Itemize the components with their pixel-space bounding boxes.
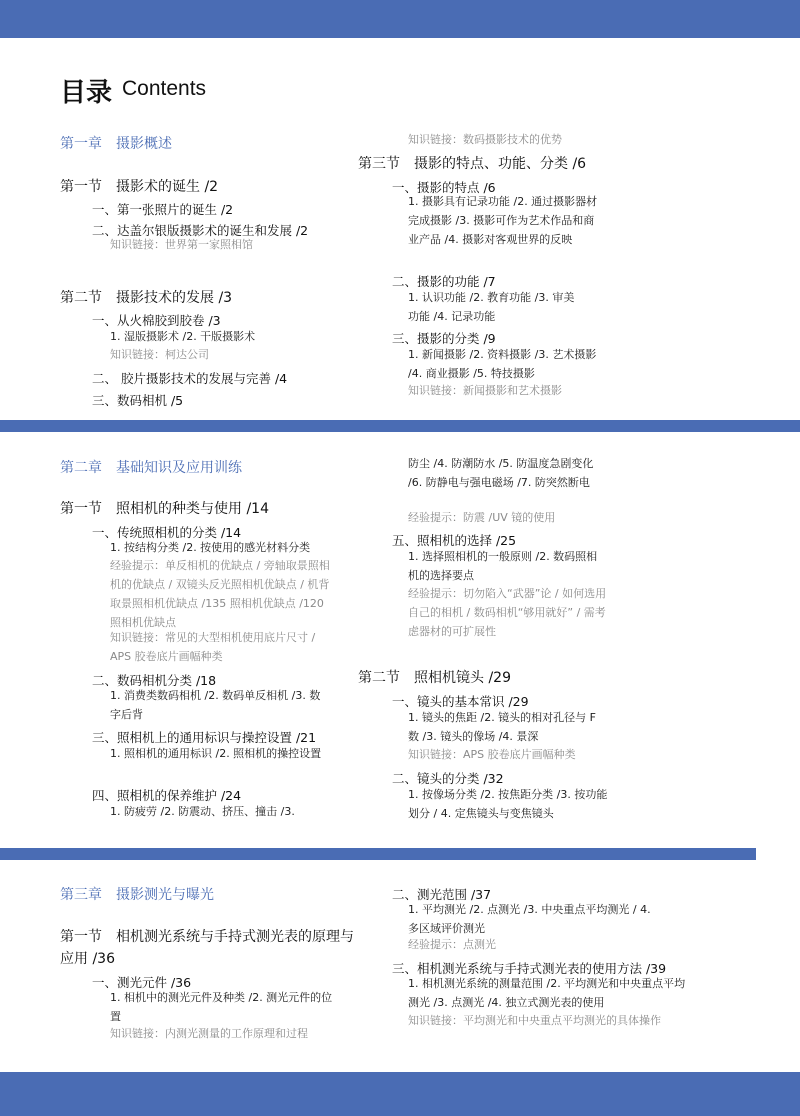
section-title: 第一节 照相机的种类与使用 /14 bbox=[60, 501, 269, 517]
subsection: 三、照相机上的通用标识与操控设置 /21 bbox=[92, 730, 317, 745]
experience-tip: 经验提示：切勿陷入“武器”论 / 如何选用自己的相机 / 数码相机“够用就好” / 需考虑器材的可扩展性 bbox=[408, 587, 607, 638]
subsection: 一、测光元件 /36 bbox=[92, 975, 192, 990]
bottom-bar bbox=[0, 1072, 800, 1116]
item-line: 1. 消费类数码相机 /2. 数码单反相机 /3. 数字后背 bbox=[110, 689, 321, 721]
experience-tip: 经验提示：单反相机的优缺点 / 旁轴取景照相机的优缺点 / 双镜头反光照相机优缺点 / 机背取景照相机优缺点 /135 照相机优缺点 /120 照相机优缺点 bbox=[110, 559, 330, 629]
knowledge-link: 知识链接：APS 胶卷底片画幅种类 bbox=[408, 748, 576, 761]
item-line: 1. 认识功能 /2. 教育功能 /3. 审美功能 /4. 记录功能 bbox=[408, 291, 575, 323]
knowledge-link: 知识链接：柯达公司 bbox=[110, 348, 209, 361]
subsection: 二、测光范围 /37 bbox=[392, 887, 492, 902]
subsection: 二、 胶片摄影技术的发展与完善 /4 bbox=[92, 371, 288, 386]
item-line: 1. 镜头的焦距 /2. 镜头的相对孔径与 F 数 /3. 镜头的像场 /4. 景深 bbox=[408, 711, 597, 743]
section-title: 第二节 摄影技术的发展 /3 bbox=[60, 290, 233, 306]
item-line: 1. 防疲劳 /2. 防震动、挤压、撞击 /3. bbox=[110, 805, 295, 818]
chapter-title: 第一章 摄影概述 bbox=[60, 136, 172, 152]
subsection: 三、数码相机 /5 bbox=[92, 393, 184, 408]
subsection: 二、摄影的功能 /7 bbox=[392, 274, 496, 289]
subsection: 五、照相机的选择 /25 bbox=[392, 533, 517, 548]
subsection: 四、照相机的保养维护 /24 bbox=[92, 788, 242, 803]
divider-bar-2 bbox=[0, 848, 756, 860]
item-line: 1. 选择照相机的一般原则 /2. 数码照相机的选择要点 bbox=[408, 550, 598, 582]
item-line: 1. 平均测光 /2. 点测光 /3. 中央重点平均测光 / 4. 多区域评价测光 bbox=[408, 903, 651, 935]
item-line: 1. 照相机的通用标识 /2. 照相机的操控设置 bbox=[110, 747, 322, 760]
subsection: 二、数码相机分类 /18 bbox=[92, 673, 217, 688]
knowledge-link: 知识链接：世界第一家照相馆 bbox=[110, 238, 253, 251]
item-line: 1. 按像场分类 /2. 按焦距分类 /3. 按功能划分 / 4. 定焦镜头与变焦镜头 bbox=[408, 788, 608, 820]
page-title-en: Contents bbox=[122, 77, 207, 100]
knowledge-link: 知识链接：常见的大型相机使用底片尺寸 / APS 胶卷底片画幅种类 bbox=[110, 631, 316, 663]
chapter-title: 第三章 摄影测光与曝光 bbox=[60, 887, 214, 903]
experience-tip: 经验提示：点测光 bbox=[408, 938, 496, 951]
top-bar bbox=[0, 0, 800, 38]
section-title: 第二节 照相机镜头 /29 bbox=[358, 670, 511, 686]
subsection: 一、传统照相机的分类 /14 bbox=[92, 525, 242, 540]
chapter-title: 第二章 基础知识及应用训练 bbox=[60, 460, 242, 476]
item-line: 1. 摄影具有记录功能 /2. 通过摄影器材完成摄影 /3. 摄影可作为艺术作品和商业产品 /4. 摄影对客观世界的反映 bbox=[408, 195, 598, 246]
knowledge-link: 知识链接：内测光测量的工作原理和过程 bbox=[110, 1027, 308, 1040]
divider-bar-1 bbox=[0, 420, 800, 432]
item-line: 防尘 /4. 防潮防水 /5. 防温度急剧变化 /6. 防静电与强电磁场 /7. 防突然断电 bbox=[408, 457, 594, 489]
subsection: 三、摄影的分类 /9 bbox=[392, 331, 496, 346]
item-line: 1. 湿版摄影术 /2. 干版摄影术 bbox=[110, 330, 256, 343]
subsection: 二、镜头的分类 /32 bbox=[392, 771, 504, 786]
subsection: 三、相机测光系统与手持式测光表的使用方法 /39 bbox=[392, 961, 667, 976]
item-line: 1. 新闻摄影 /2. 资料摄影 /3. 艺术摄影 /4. 商业摄影 /5. 特技摄影 bbox=[408, 348, 597, 380]
subsection: 一、摄影的特点 /6 bbox=[392, 180, 496, 195]
section-title: 第三节 摄影的特点、功能、分类 /6 bbox=[358, 156, 587, 172]
subsection: 一、第一张照片的诞生 /2 bbox=[92, 202, 234, 217]
knowledge-link: 知识链接：新闻摄影和艺术摄影 bbox=[408, 384, 562, 397]
knowledge-link: 知识链接：数码摄影技术的优势 bbox=[408, 133, 562, 146]
subsection: 一、从火棉胶到胶卷 /3 bbox=[92, 313, 221, 328]
subsection: 一、镜头的基本常识 /29 bbox=[392, 694, 529, 709]
item-line: 1. 相机中的测光元件及种类 /2. 测光元件的位置 bbox=[110, 991, 333, 1023]
page-title: 目录 bbox=[60, 78, 113, 108]
item-line: 1. 相机测光系统的测量范围 /2. 平均测光和中央重点平均测光 /3. 点测光 /4. 独立式测光表的使用 bbox=[408, 977, 686, 1009]
section-title: 第一节 摄影术的诞生 /2 bbox=[60, 179, 219, 195]
subsection: 二、达盖尔银版摄影术的诞生和发展 /2 bbox=[92, 223, 309, 238]
section-title: 第一节 相机测光系统与手持式测光表的原理与应用 /36 bbox=[60, 929, 354, 967]
experience-tip: 经验提示：防震 /UV 镜的使用 bbox=[408, 511, 556, 524]
item-line: 1. 按结构分类 /2. 按使用的感光材料分类 bbox=[110, 541, 311, 554]
knowledge-link: 知识链接：平均测光和中央重点平均测光的具体操作 bbox=[408, 1014, 661, 1027]
